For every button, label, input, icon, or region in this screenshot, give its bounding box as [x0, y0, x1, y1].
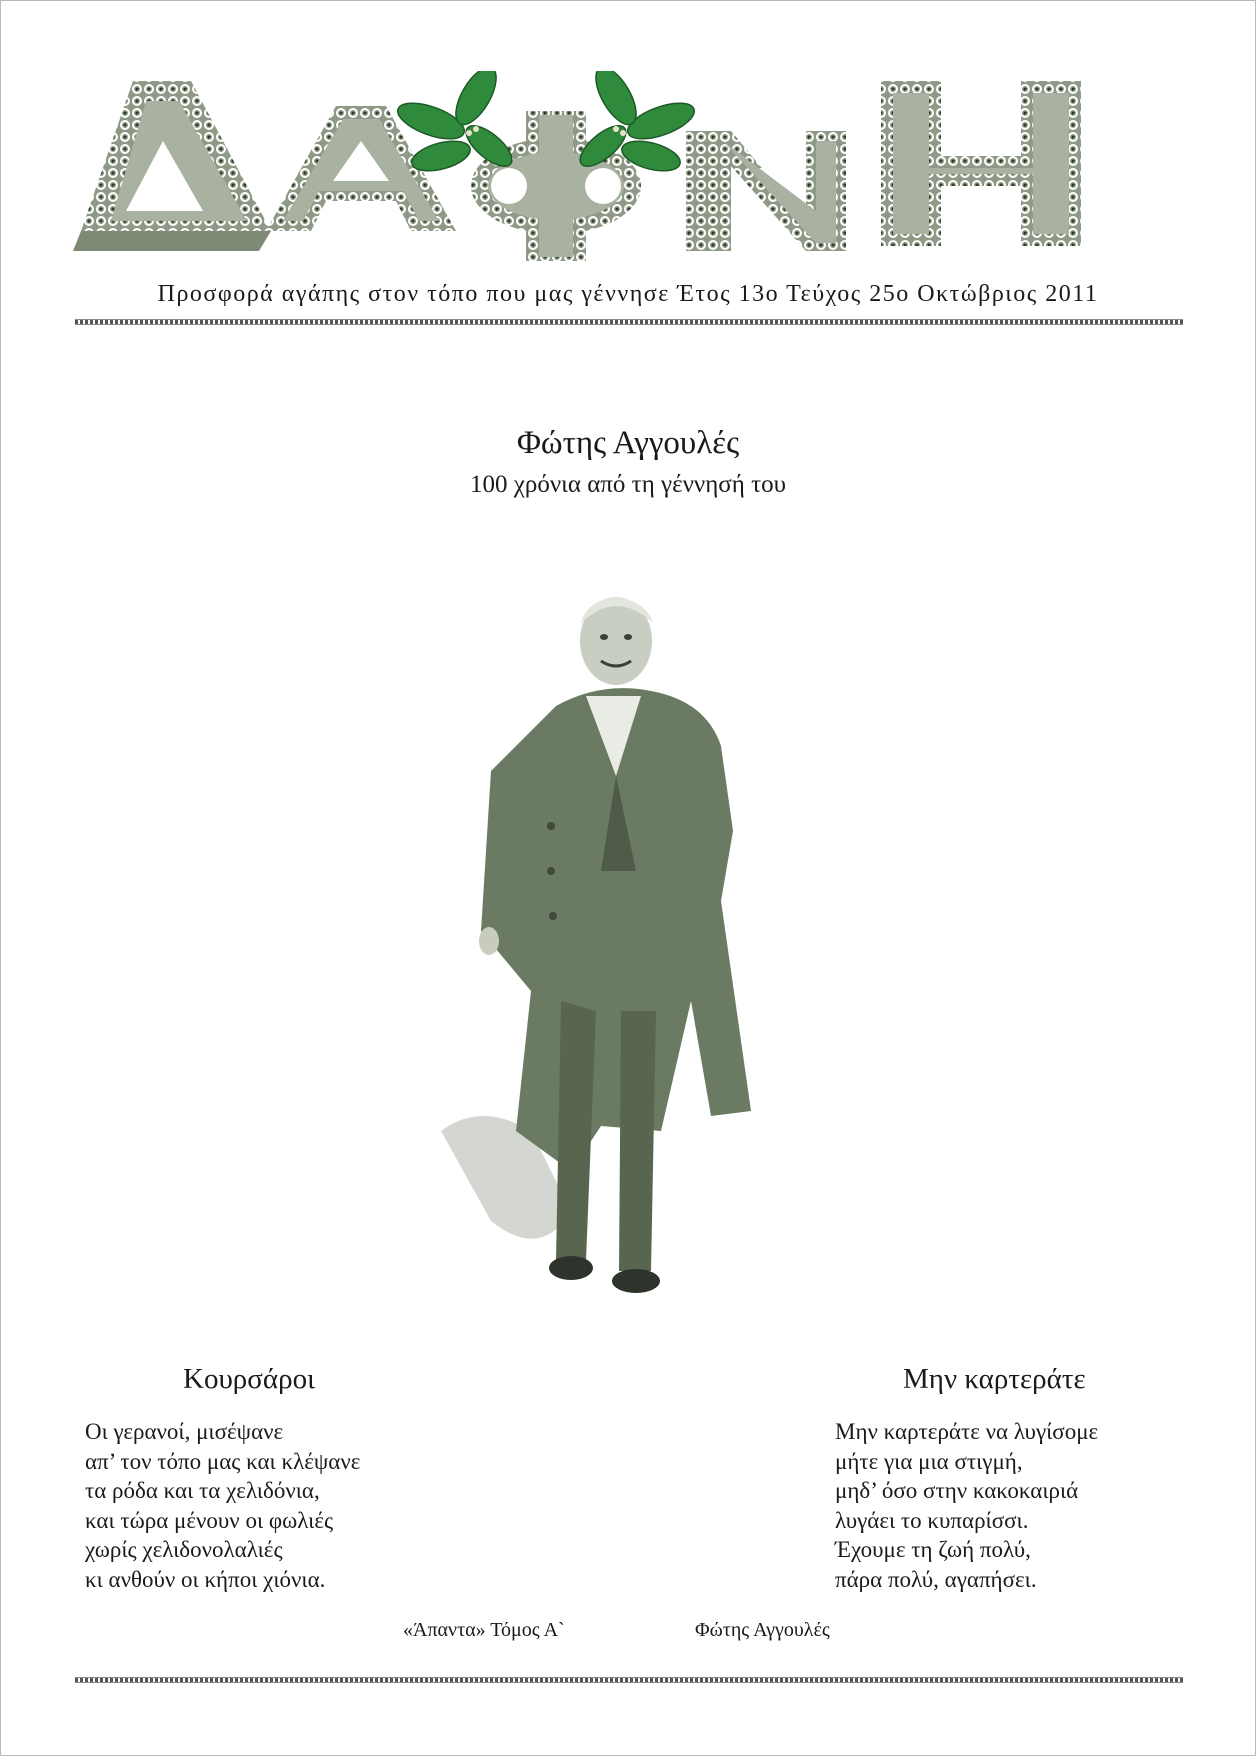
poem-line: Έχουμε τη ζωή πολύ, [835, 1537, 1031, 1562]
poem-line: Οι γερανοί, μισέψανε [85, 1419, 284, 1444]
feature-title: Φώτης Αγγουλές [516, 425, 740, 461]
top-divider [75, 319, 1183, 325]
poem-line: χωρίς χελιδονολαλιές [85, 1537, 283, 1562]
poem-line: λυγάει το κυπαρίσσι. [835, 1507, 1029, 1533]
bottom-divider [75, 1677, 1183, 1683]
poem-line: Μην καρτεράτε να λυγίσομε [835, 1419, 1099, 1444]
poem-line: και τώρα μένουν οι φωλιές [85, 1507, 334, 1533]
poem-line: μήτε για μια στιγμή, [835, 1448, 1023, 1474]
author-credit: Φώτης Αγγουλές [695, 1619, 830, 1641]
poem-line: μηδ’ όσο στην κακοκαιριά [835, 1478, 1079, 1503]
poem-min-karterate [835, 1417, 1098, 1594]
poem-koursaroi [85, 1417, 360, 1594]
poem-line: απ’ τον τόπο μας και κλέψανε [85, 1448, 361, 1474]
poem-line: κι ανθούν οι κήποι χιόνια. [85, 1566, 326, 1592]
masthead [71, 71, 1181, 271]
portrait-photo [421, 571, 841, 1341]
source-credit: «Άπαντα» Τόμος Α` [403, 1619, 565, 1641]
poem-line: τα ρόδα και τα χελιδόνια, [85, 1478, 320, 1503]
poem-title-koursaroi: Κουρσάροι [183, 1363, 315, 1395]
poem-title-min-karterate: Μην καρτεράτε [903, 1363, 1086, 1395]
masthead-tagline: Προσφορά αγάπης στον τόπο που μας γέννησε Έτος 13ο Τεύχος 25ο Οκτώβριος 2011 [157, 281, 1099, 307]
feature-subtitle: 100 χρόνια από τη γέννησή του [470, 471, 786, 498]
poem-line: πάρα πολύ, αγαπήσει. [835, 1566, 1037, 1592]
man-in-coat-illustration [421, 571, 841, 1341]
masthead-logo [71, 71, 1181, 271]
